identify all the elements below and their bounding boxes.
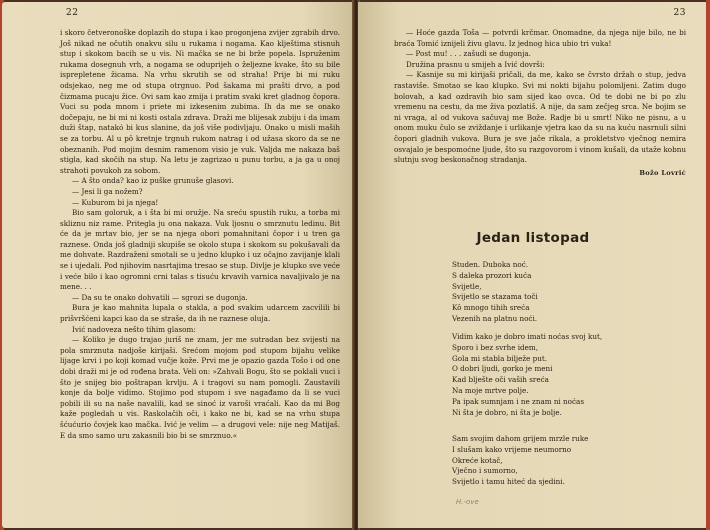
poem-line: Sporo i bez svrhe idem,	[452, 342, 539, 352]
poem-stanza-1	[452, 260, 682, 325]
poem-line: Kad blješte oči vaših sreća	[452, 375, 549, 385]
poem-line: Pa ipak sumnjam i ne znam ni noćas	[452, 396, 585, 406]
poem-line: Vječno i sumorno,	[452, 466, 518, 476]
poem-stanza-2	[452, 332, 682, 418]
poem-line: Studen. Duboka noć.	[452, 260, 529, 269]
paragraph: Bura je kao mahnita lupala o stakla, a pod svakim udarcem zacvilili bi prišvršćeni kapci kao da se straše, da ih ne raznese oluja.	[60, 303, 340, 324]
poem-line: Na moje mrtve polje.	[452, 385, 529, 395]
paragraph: Bio sam goloruk, a i šta bi mi oružje. Na sreću spustih ruku, a torba mi skliznu niz rame. Pritegla ju ona nakaza. Vuk ljosnu o smrznutu ledinu. Bit će da je mrtav bio, jer se na njega obori pomahnitani čopor i u tren ga raznese. Onda još gladniji skupiše se okolo stupa i skokom su pokušavali da me dohvate. Razdraženi smotali se u jedno klupko i uz očajno zavijanje klali se i ujedali. Pod njihovim nasrtajima tresao se stup. Divlje je klupko sve veće i veće bilo i kao ogromni crni talas s tisuću krvavih varnica navaljivalo je na mene. . .	[60, 208, 340, 292]
paragraph: — Kuburom bi ja njega!	[72, 197, 159, 207]
page-number-left: 22	[66, 8, 79, 18]
left-page	[2, 2, 354, 528]
left-page-body	[60, 28, 340, 441]
poem-title: Jedan listopad	[476, 230, 590, 246]
paragraph: — Kasnije su mi kirijaši pričali, da me, kako se čvrsto držah o stup, jedva rastaviše. Smotao se kao klupko. Svi mi nokti bijahu polomljeni. Zatim dugo bolovah, a kad ozdravih bio sam sijed kao ovca. Od te dobi ne bi po zlu vremenu na cestu, da me živa pozlatiš. A nije, da sam zečjeg srca. Ne bojim se ni vraga, al od vukova sačuvaj me Bože. Radje bi u smrt! Niko ne pisnu, a u onom muku čulo se zviždanje i urlikanje vjetra kao da su na kuću nasrnuli silni čopori gladnih vukova. Bura je sve jače rikala, a prokletstvo vječnog nemira osvajalo je bespomoćne ljude, što su razgovorom i vinom kušali, da utaže kobnu slutnju svog beskonačnog stradanja.	[394, 70, 686, 165]
paragraph: — Jesi li ga nožem?	[72, 186, 143, 196]
right-edge	[706, 0, 710, 530]
pencil-annotation: H.-ove	[456, 498, 479, 506]
poem-line: Svijetle,	[452, 281, 482, 291]
poem-line: Svijetlo se stazama toči	[452, 292, 538, 302]
paragraph: — Post mu! . . . zašudi se dugonja.	[406, 49, 531, 59]
poem-line: Vezenih na platnu noći.	[452, 313, 538, 323]
poem-line: Vidim kako je dobro imati noćas svoj kut,	[452, 332, 603, 341]
poem-line: Okreće kotač,	[452, 455, 503, 465]
poem-line: O dobri ljudi, gorko je meni	[452, 364, 553, 374]
paragraph: Družina prasnu u smijeh a Ivić dovrši:	[406, 59, 545, 69]
paragraph: — A što onda? kao iz puške grunuše glasovi.	[72, 176, 234, 186]
paragraph: — Koliko je dugo trajao juriš ne znam, jer me sutradan bez svijesti na pola smrznuta nadjoše kirijaši. Srećom mojom pod stupom bijahu velike lijage krvi i po koji komad vučje kože. Prvi me je opazio gazda Tošo i od one dobi draži mi je od rođena brata. Veli on: »Zahvali Bogu, što se poklali vuci i što je snijeg bio poštrapan krvlju. A i tragovi su nam pomogli. Zaustavili konje da bolje vidimo. Stojimo pod stupom i sve nagađamo da li se vuci pobili ili su na naše navalili, kad se sinoć iz varoši vraćali. Kao da mi Bog kaže pogledah u vis. Raskolačih oči, i kako ne bi, kad se na vrhu stupa šćućurio čovjek kao mačka. Ivić je velim — a drugovi vele: nije neg Matijaš. E da smo samo uru zakasnili bio bi se smrznuo.«	[60, 335, 340, 440]
poem-line: Ni šta je dobro, ni šta je bolje.	[452, 407, 562, 417]
page-number-right: 23	[673, 8, 686, 18]
poem-line: Svijetlo i tamu hiteć da sjedini.	[452, 477, 565, 487]
paragraph: Ivić nadoveza nešto tihim glasom:	[72, 324, 196, 334]
poem-line: I slušam kako vrijeme neumorno	[452, 444, 572, 454]
poem-stanza-3	[452, 434, 682, 488]
poem-line: Kô mnogo tihih sreća	[452, 303, 530, 313]
paragraph: — Hoće gazda Toša — potvrdi krčmar. Onomadne, da njega nije bilo, ne bi braća Tomić iznijeli živu glavu. Iz jednog hica ubio tri vuka!	[394, 28, 686, 48]
poem-line: Sam svojim dahom grijem mrzle ruke	[452, 434, 589, 443]
poem-line: S daleka prozori kuća	[452, 270, 532, 280]
author-signature: Božo Lovrić	[639, 168, 686, 177]
right-page-body	[394, 28, 686, 178]
paragraph: i skoro četveronoške doplazih do stupa i kao progonjena zvijer zgrabih drvo. Još nikad ne očutih onakvu silu u rukama i nogama. Kao klještima stisnuh stup i skokom bacih se u vis. Ni mačka se ne bi brže popela. Ispruženim rukama dosegnuh vrh, a nogama se oduprijeh o željezne kvake, što su bile isprepletene žicama. Na vrhu skrutih se od straha! Prije bi mi ruku odsjekao, neg me od stupa otrgnuo. Pod šakama mi prašti drvo, a pod čizmama pucaju žice. Ovi sam kao zmija i pratim svaki kret gladnog čopora. Vuci su poda mnom i priete mi izkesenim zubima. Ih da me se onako dočepaju, ne bi mi ni kosti ostala zdrava. Draži me blijesak zubiju i da imam duži štap, natakó bi kus slanine, da još više podivljaju. Onako u misli maših se za torbu. Al u pô kretnje trgnuh rukom natrag i od užasa skoro da se ne obeznanih. Pod mojim desnim ramenom visio je vuk. Valjda me nakaza baš stigla, kad skočih na stup. Na letu je zagrizao u punu torbu, a ja ga u onoj strahoti povukoh za sobom.	[60, 28, 340, 175]
right-page	[358, 2, 708, 528]
paragraph: — Da su te onako dohvatili — sgrozi se dugonja.	[72, 292, 248, 302]
poem-line: Gola mi stabla bilježe put.	[452, 353, 548, 363]
